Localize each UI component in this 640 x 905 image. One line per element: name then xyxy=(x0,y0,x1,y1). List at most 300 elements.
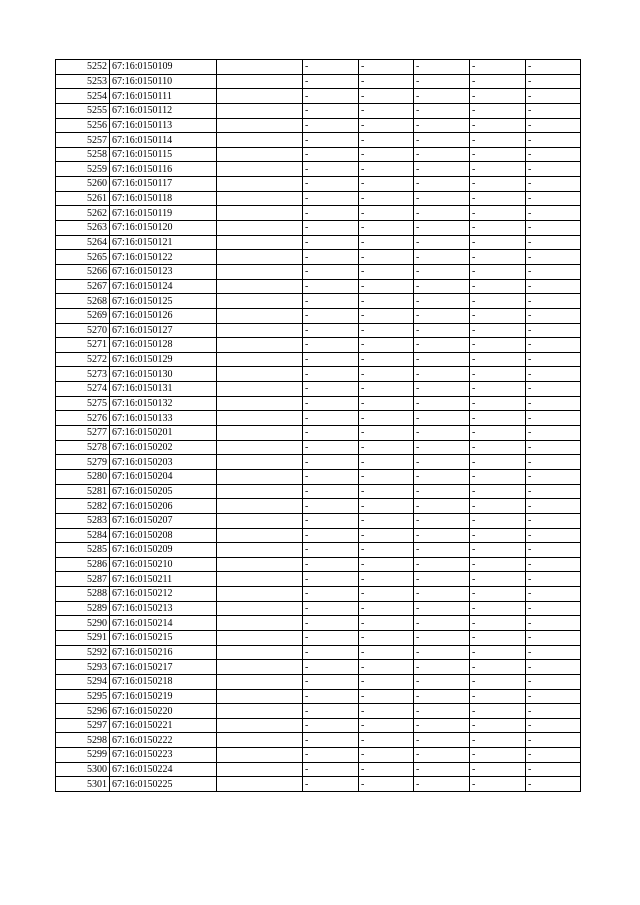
row-number-cell: 5258 xyxy=(56,147,110,162)
empty-cell xyxy=(217,645,303,660)
dash-cell: - xyxy=(303,748,359,763)
table-row xyxy=(56,352,581,367)
table-row xyxy=(56,718,581,733)
row-number-cell: 5283 xyxy=(56,513,110,528)
dash-cell: - xyxy=(359,264,414,279)
dash-cell: - xyxy=(470,264,526,279)
dash-cell: - xyxy=(470,279,526,294)
dash-cell: - xyxy=(414,352,470,367)
dash-cell: - xyxy=(470,645,526,660)
cadastral-number-cell: 67:16:0150114 xyxy=(110,133,217,148)
dash-cell: - xyxy=(414,264,470,279)
dash-cell: - xyxy=(414,587,470,602)
table-row xyxy=(56,308,581,323)
dash-cell: - xyxy=(414,499,470,514)
cadastral-number-cell: 67:16:0150129 xyxy=(110,352,217,367)
dash-cell: - xyxy=(470,294,526,309)
table-row xyxy=(56,513,581,528)
dash-cell: - xyxy=(414,235,470,250)
cadastral-number-cell: 67:16:0150218 xyxy=(110,674,217,689)
table-row xyxy=(56,74,581,89)
row-number-cell: 5286 xyxy=(56,557,110,572)
row-number-cell: 5274 xyxy=(56,382,110,397)
empty-cell xyxy=(217,455,303,470)
dash-cell: - xyxy=(526,191,581,206)
dash-cell: - xyxy=(359,484,414,499)
dash-cell: - xyxy=(359,74,414,89)
dash-cell: - xyxy=(526,660,581,675)
row-number-cell: 5292 xyxy=(56,645,110,660)
table-row xyxy=(56,367,581,382)
dash-cell: - xyxy=(470,396,526,411)
dash-cell: - xyxy=(303,499,359,514)
row-number-cell: 5253 xyxy=(56,74,110,89)
empty-cell xyxy=(217,718,303,733)
dash-cell: - xyxy=(470,513,526,528)
row-number-cell: 5297 xyxy=(56,718,110,733)
dash-cell: - xyxy=(526,704,581,719)
row-number-cell: 5299 xyxy=(56,748,110,763)
table-row xyxy=(56,630,581,645)
dash-cell: - xyxy=(303,221,359,236)
empty-cell xyxy=(217,528,303,543)
dash-cell: - xyxy=(414,469,470,484)
row-number-cell: 5282 xyxy=(56,499,110,514)
dash-cell: - xyxy=(303,689,359,704)
row-number-cell: 5259 xyxy=(56,162,110,177)
row-number-cell: 5252 xyxy=(56,60,110,75)
table-row xyxy=(56,528,581,543)
dash-cell: - xyxy=(526,689,581,704)
empty-cell xyxy=(217,630,303,645)
dash-cell: - xyxy=(414,396,470,411)
dash-cell: - xyxy=(470,704,526,719)
dash-cell: - xyxy=(526,162,581,177)
empty-cell xyxy=(217,118,303,133)
dash-cell: - xyxy=(359,777,414,792)
dash-cell: - xyxy=(526,748,581,763)
dash-cell: - xyxy=(526,103,581,118)
dash-cell: - xyxy=(303,630,359,645)
dash-cell: - xyxy=(359,162,414,177)
cadastral-number-cell: 67:16:0150118 xyxy=(110,191,217,206)
dash-cell: - xyxy=(470,469,526,484)
dash-cell: - xyxy=(526,426,581,441)
table-row xyxy=(56,411,581,426)
row-number-cell: 5289 xyxy=(56,601,110,616)
dash-cell: - xyxy=(303,367,359,382)
dash-cell: - xyxy=(414,221,470,236)
empty-cell xyxy=(217,543,303,558)
dash-cell: - xyxy=(470,689,526,704)
dash-cell: - xyxy=(303,645,359,660)
dash-cell: - xyxy=(359,718,414,733)
dash-cell: - xyxy=(470,777,526,792)
dash-cell: - xyxy=(526,557,581,572)
row-number-cell: 5263 xyxy=(56,221,110,236)
cadastral-number-cell: 67:16:0150203 xyxy=(110,455,217,470)
dash-cell: - xyxy=(470,103,526,118)
empty-cell xyxy=(217,264,303,279)
cadastral-number-cell: 67:16:0150117 xyxy=(110,177,217,192)
table-row xyxy=(56,323,581,338)
table-row xyxy=(56,162,581,177)
dash-cell: - xyxy=(359,645,414,660)
dash-cell: - xyxy=(414,60,470,75)
dash-cell: - xyxy=(303,338,359,353)
dash-cell: - xyxy=(414,762,470,777)
dash-cell: - xyxy=(359,426,414,441)
cadastral-number-cell: 67:16:0150215 xyxy=(110,630,217,645)
cadastral-number-cell: 67:16:0150213 xyxy=(110,601,217,616)
table-row xyxy=(56,469,581,484)
row-number-cell: 5262 xyxy=(56,206,110,221)
dash-cell: - xyxy=(414,557,470,572)
dash-cell: - xyxy=(303,440,359,455)
dash-cell: - xyxy=(470,455,526,470)
row-number-cell: 5270 xyxy=(56,323,110,338)
dash-cell: - xyxy=(526,89,581,104)
dash-cell: - xyxy=(414,455,470,470)
dash-cell: - xyxy=(526,733,581,748)
row-number-cell: 5295 xyxy=(56,689,110,704)
empty-cell xyxy=(217,440,303,455)
dash-cell: - xyxy=(470,133,526,148)
dash-cell: - xyxy=(526,455,581,470)
dash-cell: - xyxy=(526,323,581,338)
dash-cell: - xyxy=(359,60,414,75)
dash-cell: - xyxy=(303,133,359,148)
cadastral-number-cell: 67:16:0150204 xyxy=(110,469,217,484)
dash-cell: - xyxy=(414,89,470,104)
cadastral-number-cell: 67:16:0150123 xyxy=(110,264,217,279)
dash-cell: - xyxy=(414,382,470,397)
dash-cell: - xyxy=(303,382,359,397)
cadastral-number-cell: 67:16:0150127 xyxy=(110,323,217,338)
dash-cell: - xyxy=(470,338,526,353)
dash-cell: - xyxy=(414,733,470,748)
row-number-cell: 5284 xyxy=(56,528,110,543)
dash-cell: - xyxy=(414,118,470,133)
dash-cell: - xyxy=(414,250,470,265)
dash-cell: - xyxy=(470,221,526,236)
dash-cell: - xyxy=(359,557,414,572)
empty-cell xyxy=(217,587,303,602)
dash-cell: - xyxy=(359,338,414,353)
dash-cell: - xyxy=(414,440,470,455)
dash-cell: - xyxy=(359,133,414,148)
empty-cell xyxy=(217,308,303,323)
dash-cell: - xyxy=(303,147,359,162)
table-row xyxy=(56,777,581,792)
table-row xyxy=(56,499,581,514)
dash-cell: - xyxy=(526,338,581,353)
cadastral-number-cell: 67:16:0150216 xyxy=(110,645,217,660)
empty-cell xyxy=(217,133,303,148)
dash-cell: - xyxy=(526,264,581,279)
empty-cell xyxy=(217,279,303,294)
row-number-cell: 5261 xyxy=(56,191,110,206)
empty-cell xyxy=(217,689,303,704)
dash-cell: - xyxy=(303,74,359,89)
dash-cell: - xyxy=(414,572,470,587)
dash-cell: - xyxy=(414,674,470,689)
table-row xyxy=(56,235,581,250)
row-number-cell: 5273 xyxy=(56,367,110,382)
dash-cell: - xyxy=(359,748,414,763)
table-row xyxy=(56,338,581,353)
dash-cell: - xyxy=(414,367,470,382)
table-row xyxy=(56,543,581,558)
dash-cell: - xyxy=(470,616,526,631)
cadastral-number-cell: 67:16:0150133 xyxy=(110,411,217,426)
row-number-cell: 5288 xyxy=(56,587,110,602)
dash-cell: - xyxy=(414,74,470,89)
dash-cell: - xyxy=(359,528,414,543)
dash-cell: - xyxy=(470,572,526,587)
cadastral-number-cell: 67:16:0150132 xyxy=(110,396,217,411)
dash-cell: - xyxy=(526,587,581,602)
dash-cell: - xyxy=(303,177,359,192)
dash-cell: - xyxy=(359,396,414,411)
cadastral-number-cell: 67:16:0150124 xyxy=(110,279,217,294)
cadastral-number-cell: 67:16:0150120 xyxy=(110,221,217,236)
dash-cell: - xyxy=(470,484,526,499)
dash-cell: - xyxy=(526,382,581,397)
dash-cell: - xyxy=(303,235,359,250)
row-number-cell: 5281 xyxy=(56,484,110,499)
cadastral-number-cell: 67:16:0150111 xyxy=(110,89,217,104)
dash-cell: - xyxy=(414,528,470,543)
dash-cell: - xyxy=(303,264,359,279)
empty-cell xyxy=(217,499,303,514)
cadastral-number-cell: 67:16:0150225 xyxy=(110,777,217,792)
table-row xyxy=(56,294,581,309)
dash-cell: - xyxy=(526,279,581,294)
empty-cell xyxy=(217,396,303,411)
table-row xyxy=(56,264,581,279)
dash-cell: - xyxy=(303,60,359,75)
dash-cell: - xyxy=(359,177,414,192)
dash-cell: - xyxy=(526,118,581,133)
row-number-cell: 5298 xyxy=(56,733,110,748)
dash-cell: - xyxy=(526,235,581,250)
dash-cell: - xyxy=(414,279,470,294)
dash-cell: - xyxy=(470,601,526,616)
cadastral-number-cell: 67:16:0150217 xyxy=(110,660,217,675)
empty-cell xyxy=(217,748,303,763)
table-row xyxy=(56,89,581,104)
cadastral-number-cell: 67:16:0150212 xyxy=(110,587,217,602)
dash-cell: - xyxy=(303,250,359,265)
table-row xyxy=(56,177,581,192)
dash-cell: - xyxy=(303,279,359,294)
table-row xyxy=(56,426,581,441)
row-number-cell: 5300 xyxy=(56,762,110,777)
dash-cell: - xyxy=(470,440,526,455)
dash-cell: - xyxy=(359,543,414,558)
dash-cell: - xyxy=(359,587,414,602)
empty-cell xyxy=(217,74,303,89)
cadastral-number-cell: 67:16:0150221 xyxy=(110,718,217,733)
table-row xyxy=(56,660,581,675)
empty-cell xyxy=(217,206,303,221)
table-row xyxy=(56,645,581,660)
dash-cell: - xyxy=(526,177,581,192)
table-row xyxy=(56,60,581,75)
empty-cell xyxy=(217,762,303,777)
dash-cell: - xyxy=(359,221,414,236)
dash-cell: - xyxy=(303,455,359,470)
dash-cell: - xyxy=(526,367,581,382)
dash-cell: - xyxy=(470,762,526,777)
table-row xyxy=(56,396,581,411)
dash-cell: - xyxy=(359,323,414,338)
row-number-cell: 5301 xyxy=(56,777,110,792)
cadastral-number-cell: 67:16:0150207 xyxy=(110,513,217,528)
cadastral-number-cell: 67:16:0150220 xyxy=(110,704,217,719)
dash-cell: - xyxy=(359,704,414,719)
dash-cell: - xyxy=(414,748,470,763)
dash-cell: - xyxy=(359,250,414,265)
dash-cell: - xyxy=(359,308,414,323)
cadastral-number-cell: 67:16:0150126 xyxy=(110,308,217,323)
table-body xyxy=(56,60,581,792)
row-number-cell: 5279 xyxy=(56,455,110,470)
cadastral-number-cell: 67:16:0150130 xyxy=(110,367,217,382)
cadastral-number-cell: 67:16:0150222 xyxy=(110,733,217,748)
cadastral-number-cell: 67:16:0150202 xyxy=(110,440,217,455)
table-row xyxy=(56,748,581,763)
dash-cell: - xyxy=(526,616,581,631)
dash-cell: - xyxy=(359,469,414,484)
empty-cell xyxy=(217,338,303,353)
empty-cell xyxy=(217,235,303,250)
dash-cell: - xyxy=(526,411,581,426)
empty-cell xyxy=(217,469,303,484)
dash-cell: - xyxy=(359,660,414,675)
dash-cell: - xyxy=(414,718,470,733)
dash-cell: - xyxy=(470,367,526,382)
dash-cell: - xyxy=(414,689,470,704)
dash-cell: - xyxy=(359,616,414,631)
table-row xyxy=(56,762,581,777)
dash-cell: - xyxy=(303,118,359,133)
dash-cell: - xyxy=(359,440,414,455)
row-number-cell: 5260 xyxy=(56,177,110,192)
row-number-cell: 5267 xyxy=(56,279,110,294)
table-row xyxy=(56,147,581,162)
dash-cell: - xyxy=(414,323,470,338)
dash-cell: - xyxy=(303,601,359,616)
dash-cell: - xyxy=(414,206,470,221)
dash-cell: - xyxy=(470,60,526,75)
dash-cell: - xyxy=(303,718,359,733)
row-number-cell: 5275 xyxy=(56,396,110,411)
table-row xyxy=(56,733,581,748)
dash-cell: - xyxy=(470,587,526,602)
table-row xyxy=(56,206,581,221)
row-number-cell: 5269 xyxy=(56,308,110,323)
row-number-cell: 5277 xyxy=(56,426,110,441)
empty-cell xyxy=(217,572,303,587)
cadastral-table xyxy=(55,59,581,792)
cadastral-number-cell: 67:16:0150113 xyxy=(110,118,217,133)
dash-cell: - xyxy=(470,191,526,206)
dash-cell: - xyxy=(303,543,359,558)
cadastral-number-cell: 67:16:0150109 xyxy=(110,60,217,75)
empty-cell xyxy=(217,660,303,675)
dash-cell: - xyxy=(303,191,359,206)
row-number-cell: 5280 xyxy=(56,469,110,484)
cadastral-number-cell: 67:16:0150223 xyxy=(110,748,217,763)
dash-cell: - xyxy=(359,206,414,221)
empty-cell xyxy=(217,616,303,631)
dash-cell: - xyxy=(414,484,470,499)
row-number-cell: 5291 xyxy=(56,630,110,645)
cadastral-number-cell: 67:16:0150205 xyxy=(110,484,217,499)
dash-cell: - xyxy=(359,103,414,118)
dash-cell: - xyxy=(470,748,526,763)
empty-cell xyxy=(217,601,303,616)
dash-cell: - xyxy=(303,528,359,543)
row-number-cell: 5296 xyxy=(56,704,110,719)
dash-cell: - xyxy=(303,396,359,411)
dash-cell: - xyxy=(414,601,470,616)
row-number-cell: 5272 xyxy=(56,352,110,367)
dash-cell: - xyxy=(414,426,470,441)
row-number-cell: 5285 xyxy=(56,543,110,558)
dash-cell: - xyxy=(303,308,359,323)
dash-cell: - xyxy=(526,250,581,265)
row-number-cell: 5271 xyxy=(56,338,110,353)
table-row xyxy=(56,601,581,616)
dash-cell: - xyxy=(526,762,581,777)
row-number-cell: 5294 xyxy=(56,674,110,689)
dash-cell: - xyxy=(526,674,581,689)
dash-cell: - xyxy=(303,733,359,748)
dash-cell: - xyxy=(526,294,581,309)
row-number-cell: 5264 xyxy=(56,235,110,250)
dash-cell: - xyxy=(414,133,470,148)
dash-cell: - xyxy=(414,103,470,118)
row-number-cell: 5278 xyxy=(56,440,110,455)
dash-cell: - xyxy=(359,513,414,528)
table-row xyxy=(56,103,581,118)
dash-cell: - xyxy=(359,191,414,206)
dash-cell: - xyxy=(303,513,359,528)
dash-cell: - xyxy=(526,499,581,514)
dash-cell: - xyxy=(526,484,581,499)
cadastral-number-cell: 67:16:0150219 xyxy=(110,689,217,704)
empty-cell xyxy=(217,103,303,118)
dash-cell: - xyxy=(470,206,526,221)
row-number-cell: 5265 xyxy=(56,250,110,265)
dash-cell: - xyxy=(470,308,526,323)
empty-cell xyxy=(217,426,303,441)
table-row xyxy=(56,382,581,397)
table-row xyxy=(56,587,581,602)
dash-cell: - xyxy=(414,630,470,645)
table-row xyxy=(56,704,581,719)
dash-cell: - xyxy=(470,118,526,133)
cadastral-number-cell: 67:16:0150116 xyxy=(110,162,217,177)
dash-cell: - xyxy=(526,440,581,455)
table-row xyxy=(56,133,581,148)
dash-cell: - xyxy=(470,660,526,675)
empty-cell xyxy=(217,704,303,719)
dash-cell: - xyxy=(303,660,359,675)
